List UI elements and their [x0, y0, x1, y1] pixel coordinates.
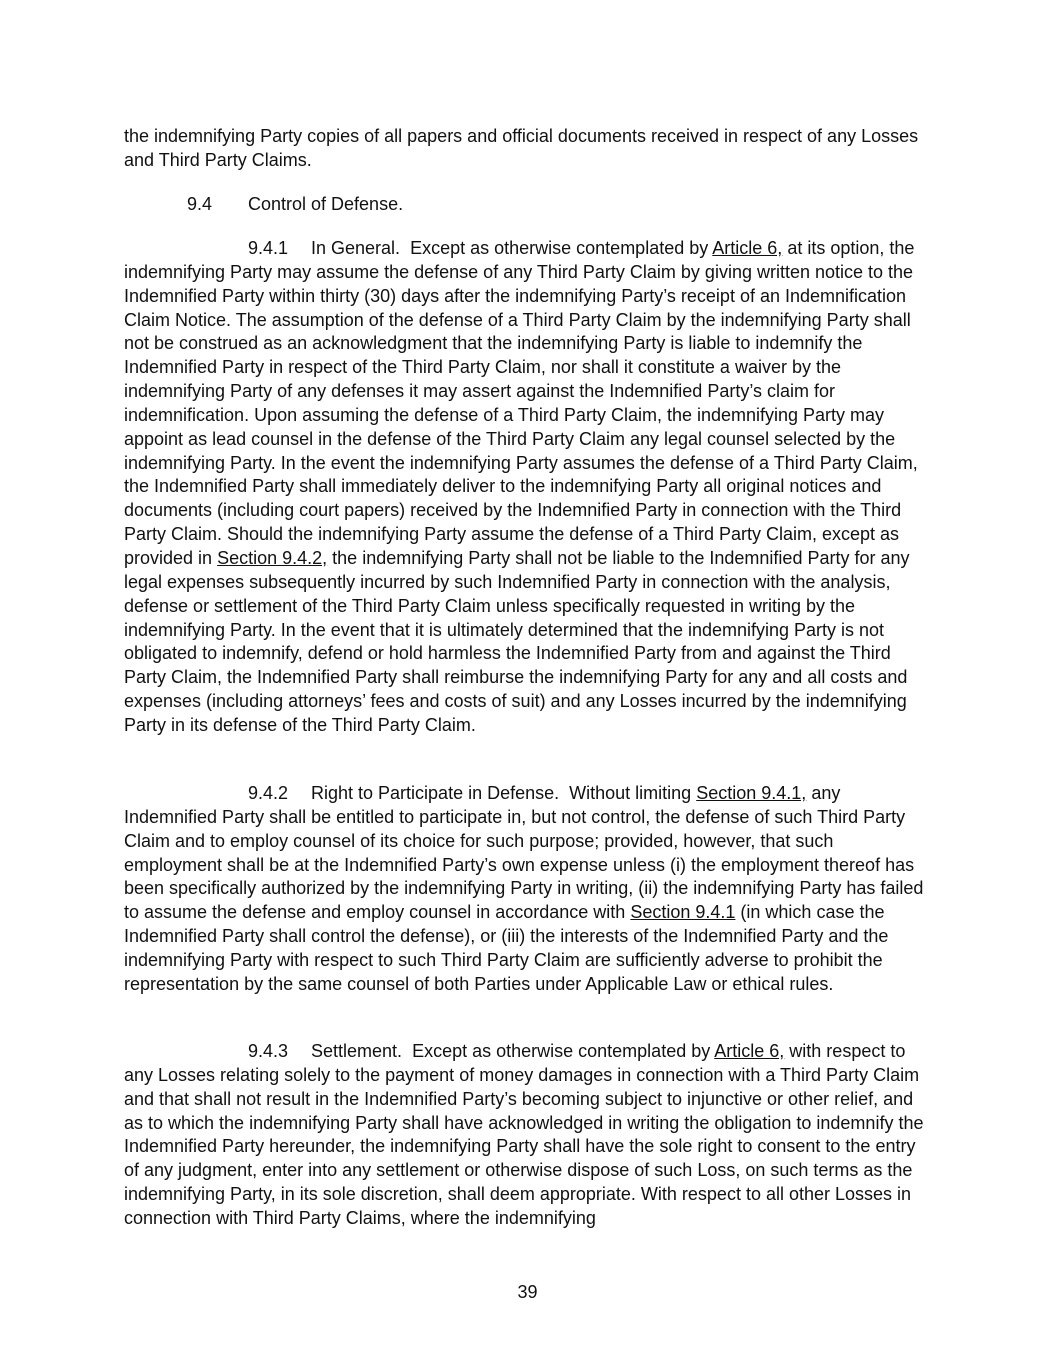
section-title: Right to Participate in Defense. — [311, 783, 560, 803]
section-9-4-1-paragraph — [124, 237, 934, 738]
section-9-4-heading — [187, 193, 403, 217]
section-9-4-1-reference: Section 9.4.1 — [630, 902, 736, 923]
section-number: 9.4 — [187, 194, 213, 214]
page-number: 39 — [517, 1282, 538, 1302]
section-number: 9.4.1 — [248, 238, 289, 258]
paragraph-text: the indemnifying Party shall not be liable to the Indemnified Party for any legal expenses subsequently incurred by such Indemnified Party in connection with the analysis, defense or settlement of the Third Party Claim unless specifically requested in writing by the indemnifying Party. In the event that it is ultimately determined that the indemnifying Party is not obligated to indemnify, defend or hold harmless the Indemnified Party from and against the Third Party Claim, the Indemnified Party shall reimburse the indemnifying Party for any and all costs and expenses (including attorneys’ fees and costs of suit) and any Losses incurred by the indemnifying Party in its defense of the Third Party Claim. — [124, 547, 910, 735]
section-9-4-1-reference: Section 9.4.1, — [696, 783, 807, 803]
article-6-reference: Article 6, — [712, 238, 783, 258]
section-title: Control of Defense. — [248, 194, 404, 214]
article-6-reference: Article 6, — [714, 1041, 785, 1061]
section-9-4-2-reference: Section 9.4.2, — [217, 547, 328, 568]
paragraph-text: any Indemnified Party shall be entitled to participate in, but not control, the defense of such Third Party Claim and to employ counsel of its choice for such purpose; provided, however, that such employment shall be at the Indemnified Party’s own expense unless (i) the employment thereof has been specifically authorized by the indemnifying Party in writing, (ii) the indemnifying Party has failed to assume the defense and employ counsel in accordance with — [124, 783, 924, 923]
paragraph-text: (in which case the Indemnified Party shall control the defense), or (iii) the interests of the Indemnified Party and the indemnifying Party with respect to such Third Party Claim are sufficiently adverse to prohibit the representation by the same counsel of both Parties under Applicable Law or ethical rules. — [124, 902, 889, 994]
paragraph-text: Except as otherwise contemplated by — [412, 1041, 711, 1061]
section-number: 9.4.2 — [248, 783, 289, 803]
paragraph-text: at its option, the indemnifying Party may assume the defense of any Third Party Claim by giving written notice to the Indemnified Party within thirty (30) days after the indemnifying Party’s receipt of an Indemnification Claim Notice. The assumption of the defense of a Third Party Claim by the indemnifying Party shall not be construed as an acknowledgment that the indemnifying Party is liable to indemnify the Indemnified Party in respect of the Third Party Claim, nor shall it constitute a waiver by the indemnifying Party of any defenses it may assert against the Indemnified Party’s claim for indemnification. Upon assuming the defense of a Third Party Claim, the indemnifying Party may appoint as lead counsel in the defense of the Third Party Claim any legal counsel selected by the indemnifying Party. In the event the indemnifying Party assumes the defense of a Third Party Claim, the Indemnified Party shall immediately deliver to the indemnifying Party all original notices and documents (including court papers) received by the Indemnified Party in connection with the Third Party Claim. Should the indemnifying Party assume the defense of a Third Party Claim, except as provided in — [124, 238, 918, 568]
section-number: 9.4.3 — [248, 1041, 289, 1061]
paragraph-text: Except as otherwise contemplated by — [410, 238, 709, 258]
paragraph-text: Without limiting — [569, 783, 692, 803]
section-title: In General. — [311, 238, 401, 258]
section-9-4-3-paragraph — [124, 1040, 934, 1231]
paragraph-text: with respect to any Losses relating solely to the payment of money damages in connection with a Third Party Claim and that shall not result in the Indemnified Party’s becoming subject to injunctive or other relief, and as to which the indemnifying Party shall have acknowledged in writing the obligation to indemnify the Indemnified Party hereunder, the indemnifying Party shall have the sole right to consent to the entry of any judgment, enter into any settlement or otherwise dispose of such Loss, on such terms as the indemnifying Party, in its sole discretion, shall deem appropriate. With respect to all other Losses in connection with Third Party Claims, where the indemnifying — [124, 1041, 924, 1228]
section-9-4-2-paragraph — [124, 782, 934, 997]
intro-paragraph: the indemnifying Party copies of all papers and official documents received in respect of any Losses and Third Party Claims. — [124, 126, 919, 170]
section-title: Settlement. — [311, 1041, 403, 1061]
